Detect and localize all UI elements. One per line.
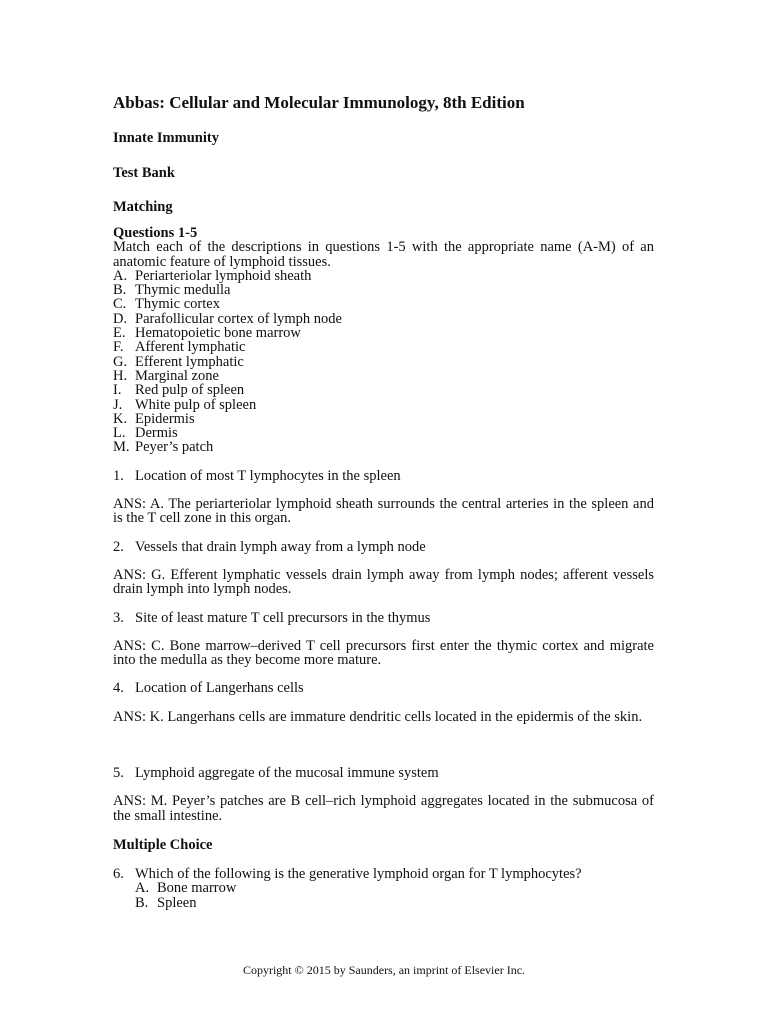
question-2 (113, 540, 654, 554)
choice-item (135, 881, 654, 895)
question-text: Location of most T lymphocytes in the spleen (135, 467, 401, 484)
section-heading: Test Bank (113, 165, 175, 181)
option-item (113, 340, 654, 354)
question-text: Vessels that drain lymph away from a lymph node (135, 538, 426, 555)
option-text: Thymic medulla (135, 282, 231, 299)
question-text: Which of the following is the generative lymphoid organ for T lymphocytes? (135, 865, 582, 882)
option-text: Epidermis (135, 410, 195, 427)
answer-1: ANS: A. The periarteriolar lymphoid sheath surrounds the central arteries in the spleen and is the T cell zone in this organ. (113, 496, 654, 527)
chapter-heading: Innate Immunity (113, 130, 219, 146)
option-letter: G. (113, 353, 128, 370)
option-letter: B. (113, 282, 127, 299)
option-letter: L. (113, 425, 126, 442)
option-text: Hematopoietic bone marrow (135, 325, 301, 342)
answer-2: ANS: G. Efferent lymphatic vessels drain lymph away from lymph nodes; afferent vessels drain lymph into lymph nodes. (113, 566, 654, 598)
option-item (113, 412, 654, 426)
option-item (113, 326, 654, 340)
option-letter: C. (113, 296, 127, 313)
question-1 (113, 469, 654, 483)
document-page (113, 92, 654, 910)
option-text: Marginal zone (135, 367, 219, 384)
choice-text: Bone marrow (157, 880, 237, 897)
matching-options-list (113, 269, 654, 455)
answer-4: ANS: K. Langerhans cells are immature dendritic cells located in the epidermis of the skin. (113, 708, 643, 725)
option-item (113, 269, 654, 283)
question-number: 1. (113, 467, 124, 484)
choice-text: Spleen (157, 894, 197, 911)
question-number: 4. (113, 680, 124, 697)
option-text: Red pulp of spleen (135, 382, 245, 399)
matching-heading: Matching (113, 199, 173, 215)
option-text: Afferent lymphatic (135, 339, 246, 356)
option-item (113, 426, 654, 440)
option-text: White pulp of spleen (135, 396, 257, 413)
option-letter: J. (113, 396, 123, 413)
option-text: Parafollicular cortex of lymph node (135, 310, 342, 327)
questions-group-heading: Questions 1-5 (113, 225, 198, 241)
option-text: Peyer’s patch (135, 439, 214, 456)
option-item (113, 297, 654, 311)
question-3 (113, 611, 654, 625)
question-4 (113, 681, 654, 695)
option-text: Periarteriolar lymphoid sheath (135, 267, 312, 284)
choice-letter: B. (135, 894, 149, 911)
option-item (113, 383, 654, 397)
option-text: Efferent lymphatic (135, 353, 244, 370)
answer-3: ANS: C. Bone marrow–derived T cell precursors first enter the thymic cortex and migrate into the medulla as they become more mature. (113, 637, 654, 669)
choice-letter: A. (135, 880, 150, 897)
option-item (113, 283, 654, 297)
option-item (113, 398, 654, 412)
question-text: Location of Langerhans cells (135, 680, 304, 697)
option-text: Dermis (135, 425, 178, 442)
question-text: Lymphoid aggregate of the mucosal immune system (135, 765, 439, 782)
copyright-footer: Copyright © 2015 by Saunders, an imprint of Elsevier Inc. (242, 963, 526, 977)
option-letter: I. (113, 382, 122, 399)
option-letter: M. (113, 439, 130, 456)
multiple-choice-heading: Multiple Choice (113, 836, 213, 853)
option-item (113, 355, 654, 369)
option-item (113, 369, 654, 383)
option-item (113, 312, 654, 326)
option-item (113, 440, 654, 454)
question-number: 3. (113, 609, 124, 626)
question-number: 6. (113, 865, 124, 882)
question-5 (113, 766, 654, 780)
option-letter: K. (113, 410, 128, 427)
option-letter: H. (113, 367, 128, 384)
option-letter: E. (113, 325, 126, 342)
option-letter: D. (113, 310, 128, 327)
option-text: Thymic cortex (135, 296, 220, 313)
matching-instructions: Match each of the descriptions in questions 1-5 with the appropriate name (A-M) of an anatomic feature of lymphoid tissues. (113, 239, 654, 270)
question-number: 5. (113, 765, 124, 782)
answer-5: ANS: M. Peyer’s patches are B cell–rich lymphoid aggregates located in the submucosa of the small intestine. (113, 793, 654, 824)
question-6 (113, 867, 654, 881)
option-letter: A. (113, 267, 128, 284)
question-text: Site of least mature T cell precursors in the thymus (135, 609, 431, 626)
question-6-options (113, 881, 654, 910)
choice-item (135, 896, 654, 910)
option-letter: F. (113, 339, 124, 356)
document-title: Abbas: Cellular and Molecular Immunology, 8th Edition (113, 93, 525, 112)
question-number: 2. (113, 538, 124, 555)
